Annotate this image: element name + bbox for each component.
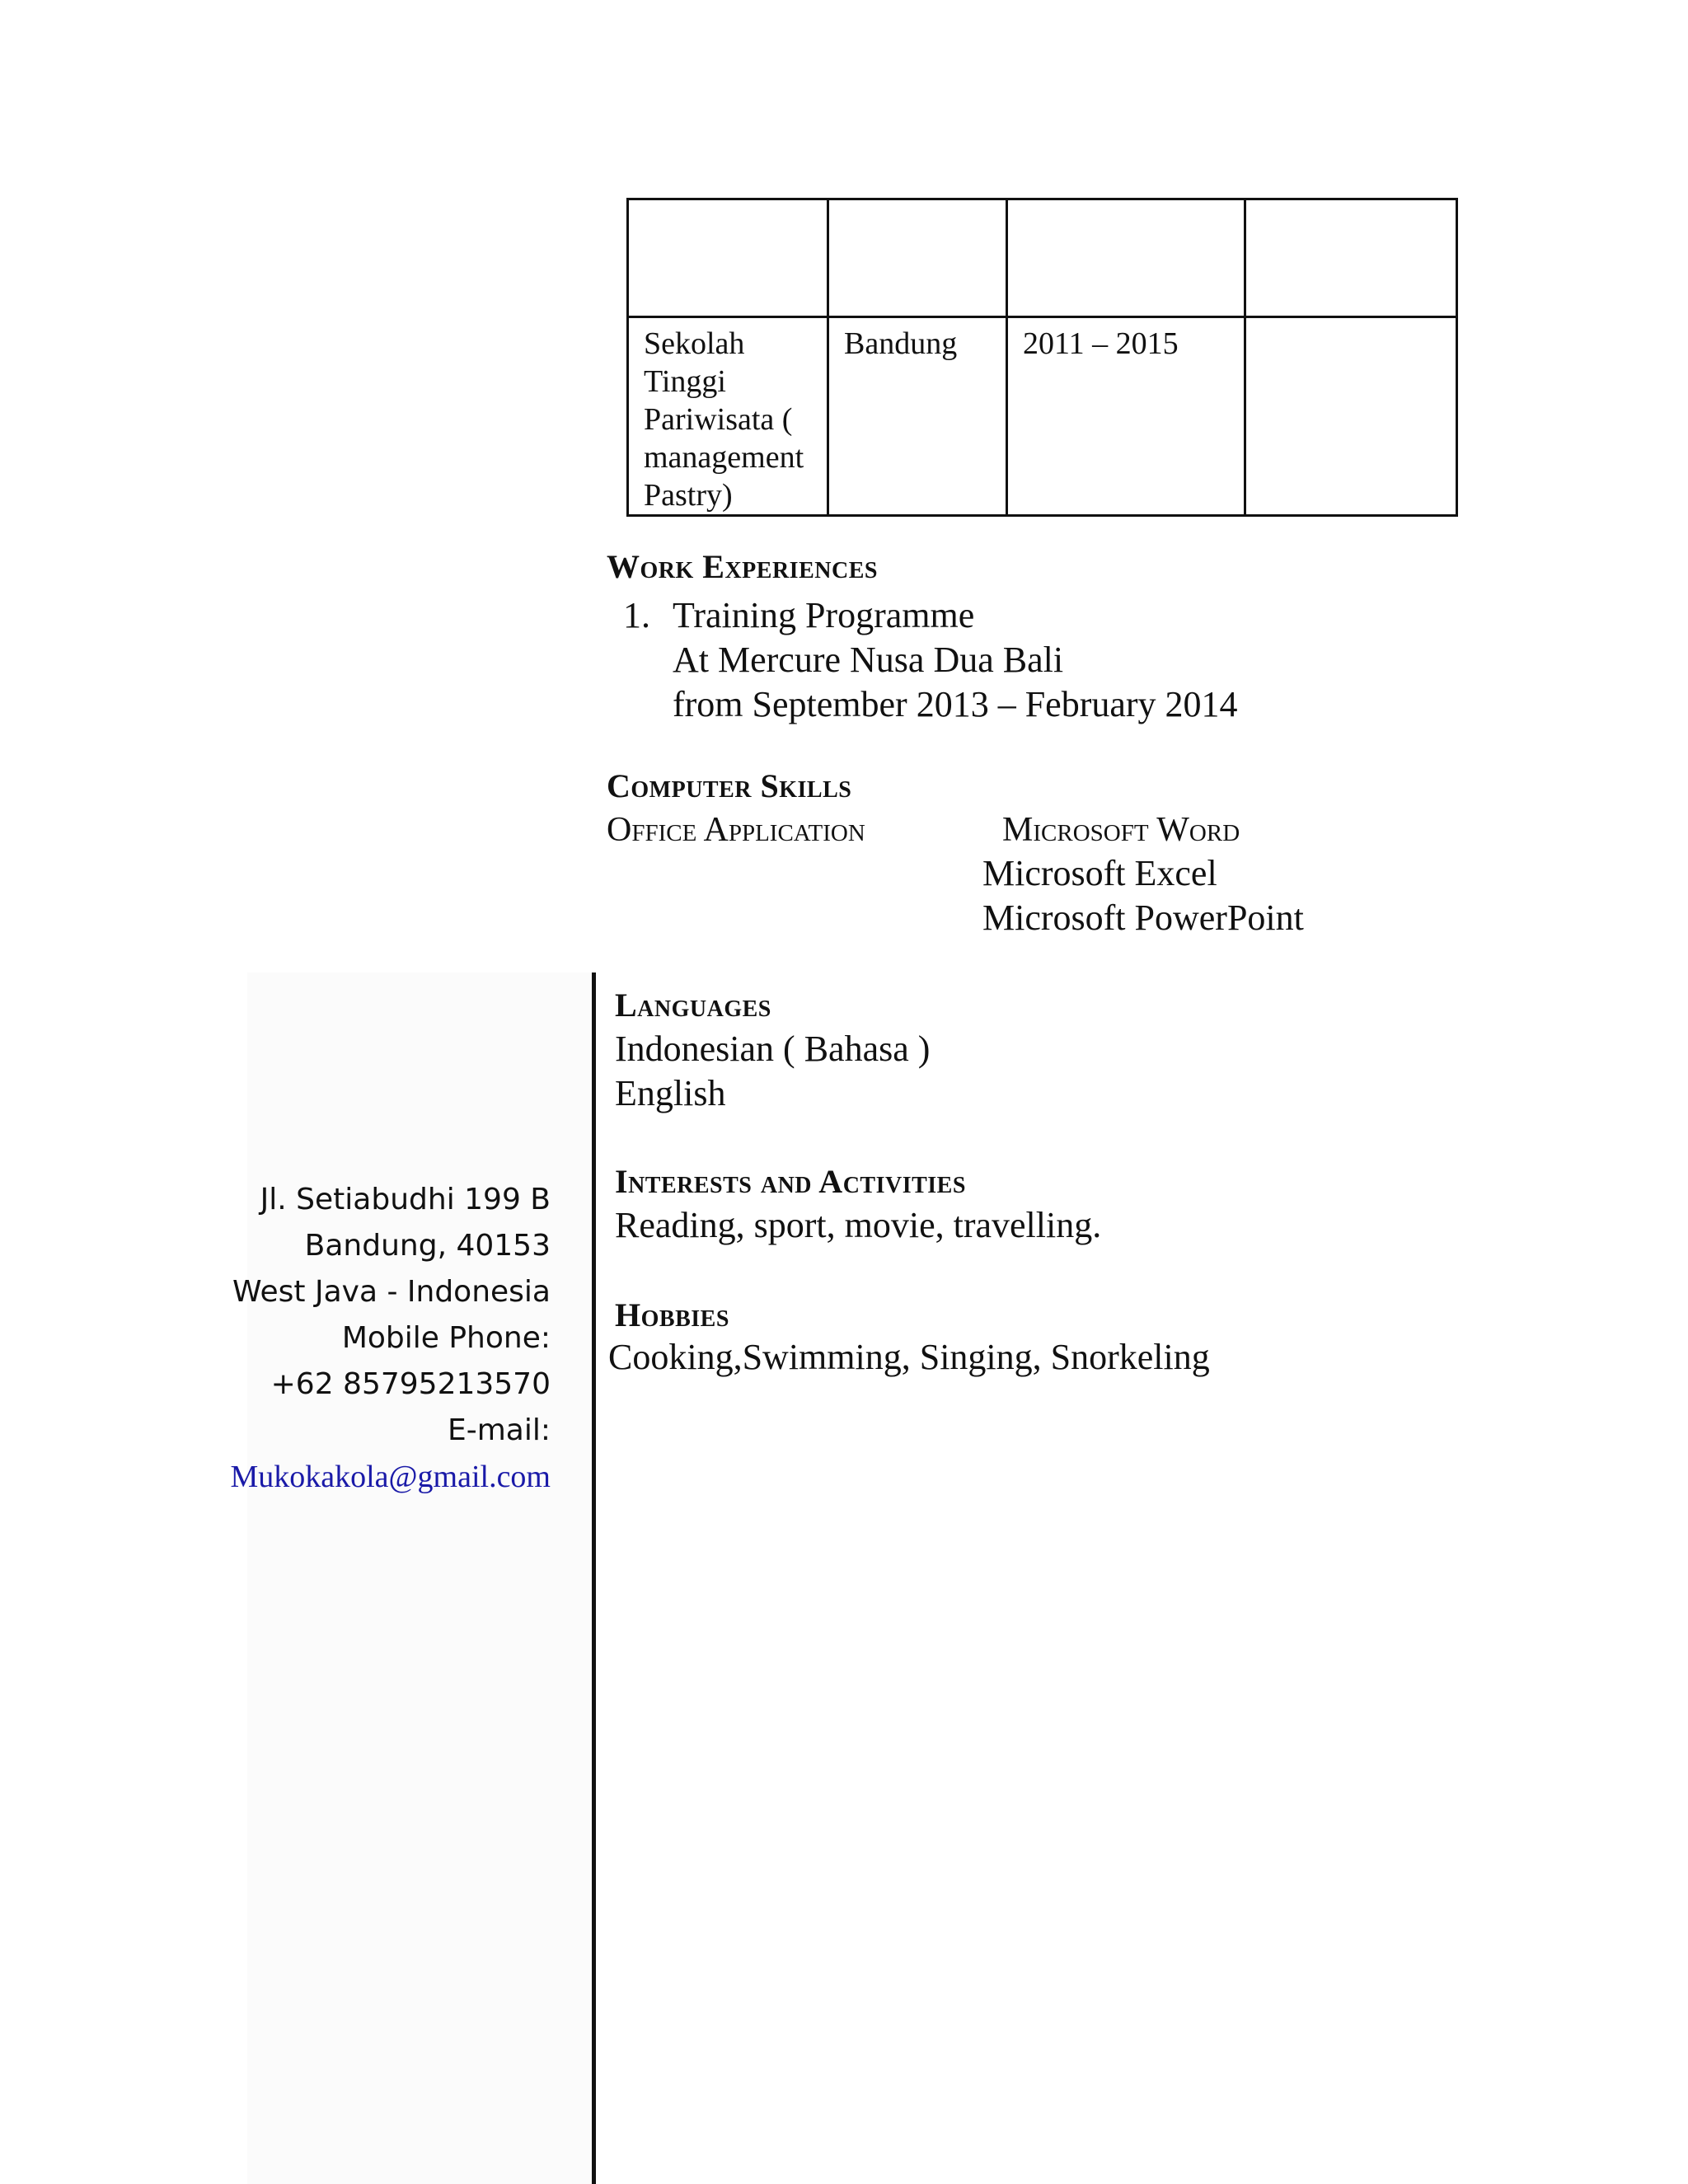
address-line-2: Bandung, 40153 [304,1229,551,1263]
left-column-background [247,972,592,2184]
education-school: Sekolah Tinggi Pariwisata ( management Pastry) [644,326,804,513]
phone-label: Mobile Phone: [341,1321,551,1355]
email-link[interactable]: Mukokakola@gmail.com [230,1460,551,1494]
education-table [626,198,1458,517]
education-header-cell [828,199,1007,317]
interests-heading: Interests and Activities [615,1163,966,1200]
hobbies-heading: Hobbies [615,1296,729,1333]
list-item [623,593,1238,727]
education-notes [1246,318,1456,325]
contact-info [171,1177,551,1494]
interests-text: Reading, sport, movie, travelling. [615,1205,1102,1245]
table-row [628,317,1457,516]
computer-skills-heading: Computer Skills [607,767,852,804]
computer-app-powerpoint: Microsoft PowerPoint [982,898,1304,938]
education-years-cell [1007,317,1245,516]
office-application-label: Office Application [607,811,865,849]
hobbies-text: Cooking,Swimming, Singing, Snorkeling [608,1337,1210,1377]
work-experience-list [623,593,1238,727]
work-experiences-heading: Work Experiences [607,548,878,585]
vertical-divider [592,972,596,2184]
language-indonesian: Indonesian ( Bahasa ) [615,1029,931,1069]
work-item-period: from September 2013 – February 2014 [673,684,1238,724]
education-school-cell [628,317,828,516]
languages-heading: Languages [615,987,771,1024]
work-item-title: Training Programme [673,595,975,635]
email-label: E-mail: [448,1413,551,1447]
education-header-cell [1007,199,1245,317]
education-years: 2011 – 2015 [1023,326,1179,361]
education-city-cell [828,317,1007,516]
computer-app-excel: Microsoft Excel [982,853,1217,893]
address-line-3: West Java - Indonesia [232,1275,551,1309]
address-line-1: Jl. Setiabudhi 199 B [260,1183,551,1216]
work-item-number: 1. [623,595,650,635]
phone-number: +62 85795213570 [270,1367,551,1401]
work-item-place: At Mercure Nusa Dua Bali [673,640,1064,680]
language-english: English [615,1073,726,1113]
education-header-cell [628,199,828,317]
education-city: Bandung [844,326,958,361]
education-table-header-row [628,199,1457,317]
computer-app-word: Microsoft Word [1002,811,1240,849]
education-header-cell [1245,199,1457,317]
education-notes-cell [1245,317,1457,516]
